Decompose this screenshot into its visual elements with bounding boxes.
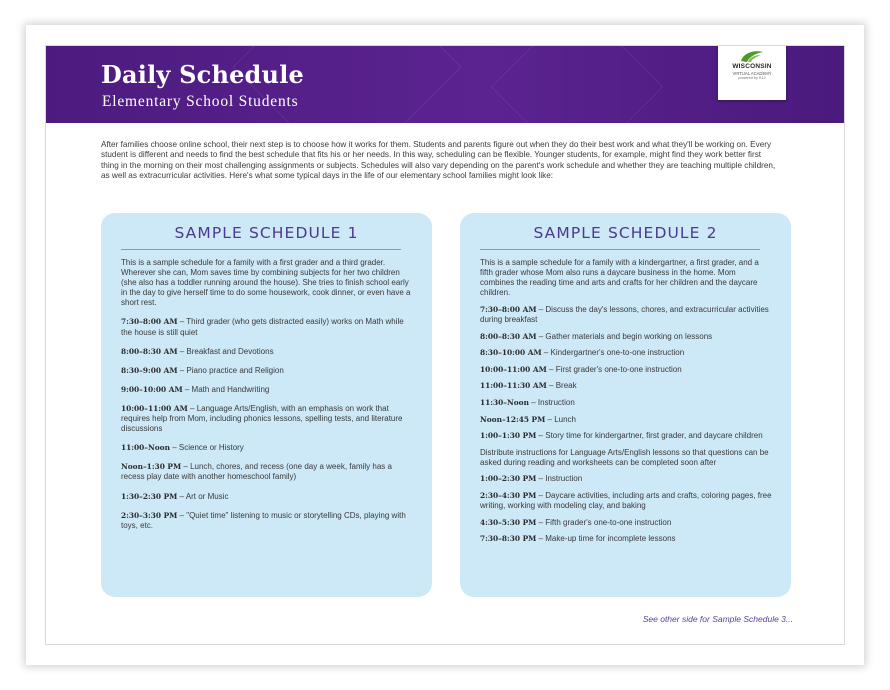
- entry-text: Story time for kindergartner, first grader, and daycare children: [545, 431, 763, 441]
- header-banner: [46, 46, 845, 123]
- schedule-entry: Noon–12:45 PM – Lunch: [480, 414, 576, 424]
- page-subtitle: Elementary School Students: [102, 93, 299, 110]
- heading-divider: [480, 249, 760, 250]
- logo-leaf-icon: [739, 50, 765, 63]
- schedule-note: Distribute instructions for Language Arts/English lessons so that questions can be asked during reading and worksheets can be completed soon after: [480, 447, 769, 467]
- entry-time: 7:30–8:00 AM: [480, 304, 537, 314]
- entry-time: 9:00–10:00 AM: [121, 384, 183, 394]
- logo-text-academy: VIRTUAL ACADEMY: [732, 71, 772, 76]
- schedule-entry: 8:30–10:00 AM – Kindergartner's one-to-one instruction: [480, 348, 685, 358]
- schedule-entry: 8:00–8:30 AM – Gather materials and begin working on lessons: [480, 331, 713, 341]
- entry-text: Piano practice and Religion: [186, 365, 284, 375]
- schedule-entry: 9:00–10:00 AM – Math and Handwriting: [121, 384, 270, 394]
- schedule-entry: 1:30–2:30 PM – Art or Music: [121, 491, 229, 501]
- entry-text: Break: [555, 381, 577, 391]
- schedule-entry: 2:30–4:30 PM – Daycare activities, including arts and crafts, coloring pages, free writing, working with modeling clay, and baking: [480, 491, 772, 511]
- schedule-body: [480, 258, 772, 551]
- schedule-entry: Noon–1:30 PM – Lunch, chores, and recess (one day a week, family has a recess play date with another homeschool family): [121, 462, 392, 482]
- entry-time: 1:30–2:30 PM: [121, 491, 178, 501]
- schedule-entry: 1:00–1:30 PM – Story time for kindergartner, first grader, and daycare children: [480, 431, 763, 441]
- entry-time: 11:00–Noon: [121, 443, 170, 453]
- schedule-entry: 11:30–Noon – Instruction: [480, 397, 575, 407]
- schedule-entry: 7:30–8:00 AM – Discuss the day's lessons, chores, and extracurricular activities during breakfast: [480, 304, 769, 324]
- logo-text-wisconsin: WISCONSIN: [732, 63, 772, 70]
- entry-text: Lunch: [554, 414, 576, 424]
- schedule-entry: 10:00–11:00 AM – First grader's one-to-one instruction: [480, 364, 682, 374]
- entry-text: Kindergartner's one-to-one instruction: [550, 348, 685, 358]
- entry-time: Noon–12:45 PM: [480, 414, 546, 424]
- entry-time: 1:00–2:30 PM: [480, 474, 537, 484]
- schedule-card-1: [101, 213, 432, 597]
- schedule-entry: 11:00–11:30 AM – Break: [480, 381, 577, 391]
- entry-text: Math and Handwriting: [191, 384, 270, 394]
- entry-text: Instruction: [537, 397, 575, 407]
- schedule-entry: 10:00–11:00 AM – Language Arts/English, with an emphasis on work that requires help from Mom, including phonics lessons, spelling tests, and literature discussions: [121, 403, 403, 434]
- entry-time: 7:30–8:00 AM: [121, 317, 178, 327]
- entry-text: Third grader (who gets distracted easily) works on Math while the house is still quiet: [121, 317, 404, 337]
- entry-text: Art or Music: [185, 491, 229, 501]
- schedule-card-2: [460, 213, 791, 597]
- schedule-entry: 1:00–2:30 PM – Instruction: [480, 474, 583, 484]
- entry-time: 8:30–9:00 AM: [121, 365, 178, 375]
- entry-text: Instruction: [545, 474, 583, 484]
- entry-time: Noon–1:30 PM: [121, 462, 182, 472]
- schedule-body: [121, 258, 413, 540]
- entry-time: 10:00–11:00 AM: [480, 364, 547, 374]
- entry-time: 2:30–3:30 PM: [121, 510, 178, 520]
- heading-divider: [121, 249, 401, 250]
- schedule-heading: SAMPLE SCHEDULE 1: [174, 224, 359, 242]
- entry-text: Language Arts/English, with an emphasis on work that requires help from Mom, including phonics lessons, spelling tests, and literature discussions: [121, 403, 403, 434]
- schedule-entry: 8:30–9:00 AM – Piano practice and Religion: [121, 365, 284, 375]
- logo-text-powered: powered by K12: [738, 76, 766, 80]
- page-title: Daily Schedule: [101, 60, 304, 89]
- entry-text: Daycare activities, including arts and crafts, coloring pages, free writing, working with modeling clay, and baking: [480, 491, 772, 511]
- schedule-entry: 7:30–8:30 PM – Make-up time for incomplete lessons: [480, 534, 676, 544]
- entry-text: Breakfast and Devotions: [186, 346, 274, 356]
- schedule-entry: 4:30–5:30 PM – Fifth grader's one-to-one instruction: [480, 517, 672, 527]
- entry-time: 4:30–5:30 PM: [480, 517, 537, 527]
- entry-time: 1:00–1:30 PM: [480, 431, 537, 441]
- entry-text: Fifth grader's one-to-one instruction: [545, 517, 672, 527]
- entry-text: Gather materials and begin working on lessons: [545, 331, 713, 341]
- entry-time: 11:00–11:30 AM: [480, 381, 547, 391]
- schedule-heading: SAMPLE SCHEDULE 2: [533, 224, 718, 242]
- entry-time: 8:00–8:30 AM: [480, 331, 537, 341]
- entry-time: 2:30–4:30 PM: [480, 491, 537, 500]
- schedule-entry: 2:30–3:30 PM – "Quiet time" listening to music or storytelling CDs, playing with toys, etc.: [121, 510, 406, 530]
- schedule-entry: 11:00–Noon – Science or History: [121, 443, 244, 453]
- schedule-description: This is a sample schedule for a family with a kindergartner, a first grader, and a fifth grader whose Mom also runs a daycare business in the home. Mom combines the reading time and arts and crafts for her children and the daycare children.: [480, 258, 759, 298]
- schedule-entry: 8:00–8:30 AM – Breakfast and Devotions: [121, 346, 274, 356]
- entry-time: 11:30–Noon: [480, 397, 529, 407]
- see-other-side-note: See other side for Sample Schedule 3...: [642, 614, 793, 624]
- entry-time: 10:00–11:00 AM: [121, 403, 188, 413]
- entry-text: Lunch, chores, and recess (one day a week, family has a recess play date with another homeschool family): [121, 462, 392, 482]
- entry-text: Science or History: [178, 443, 244, 453]
- entry-text: "Quiet time" listening to music or storytelling CDs, playing with toys, etc.: [121, 510, 406, 530]
- schedule-description: This is a sample schedule for a family with a first grader and a third grader. Wherever she can, Mom saves time by combining subjects for her two children (she also has a toddler running around the house). She tries to finish school early in the day to give herself time to do some housework, cook dinner, or even have a short rest.: [121, 258, 411, 308]
- entry-text: First grader's one-to-one instruction: [555, 364, 682, 374]
- document-page: [45, 45, 845, 645]
- intro-paragraph: After families choose online school, their next step is to choose how it works for them. Students and parents figure out when they do their best work and what they'll be working on. Every student is different and needs to find the best schedule that fits his or her needs. In this way, scheduling can be flexible. Younger students, for example, might find they work better first thing in the morning on their most challenging assignments or subjects. Schedules will also vary depending on the parent's work schedule and whether they are teaching multiple children, as well as extracurricular activities. Here's what some typical days in the life of our elementary school families might look like:: [101, 140, 776, 180]
- schedule-entry: 7:30–8:00 AM – Third grader (who gets distracted easily) works on Math while the house is still quiet: [121, 317, 404, 337]
- entry-time: 8:00–8:30 AM: [121, 346, 178, 356]
- entry-time: 8:30–10:00 AM: [480, 348, 542, 358]
- entry-time: 7:30–8:30 PM: [480, 534, 537, 544]
- entry-text: Discuss the day's lessons, chores, and extracurricular activities during breakfast: [480, 304, 769, 324]
- school-logo: [718, 46, 786, 100]
- entry-text: Make-up time for incomplete lessons: [545, 534, 676, 544]
